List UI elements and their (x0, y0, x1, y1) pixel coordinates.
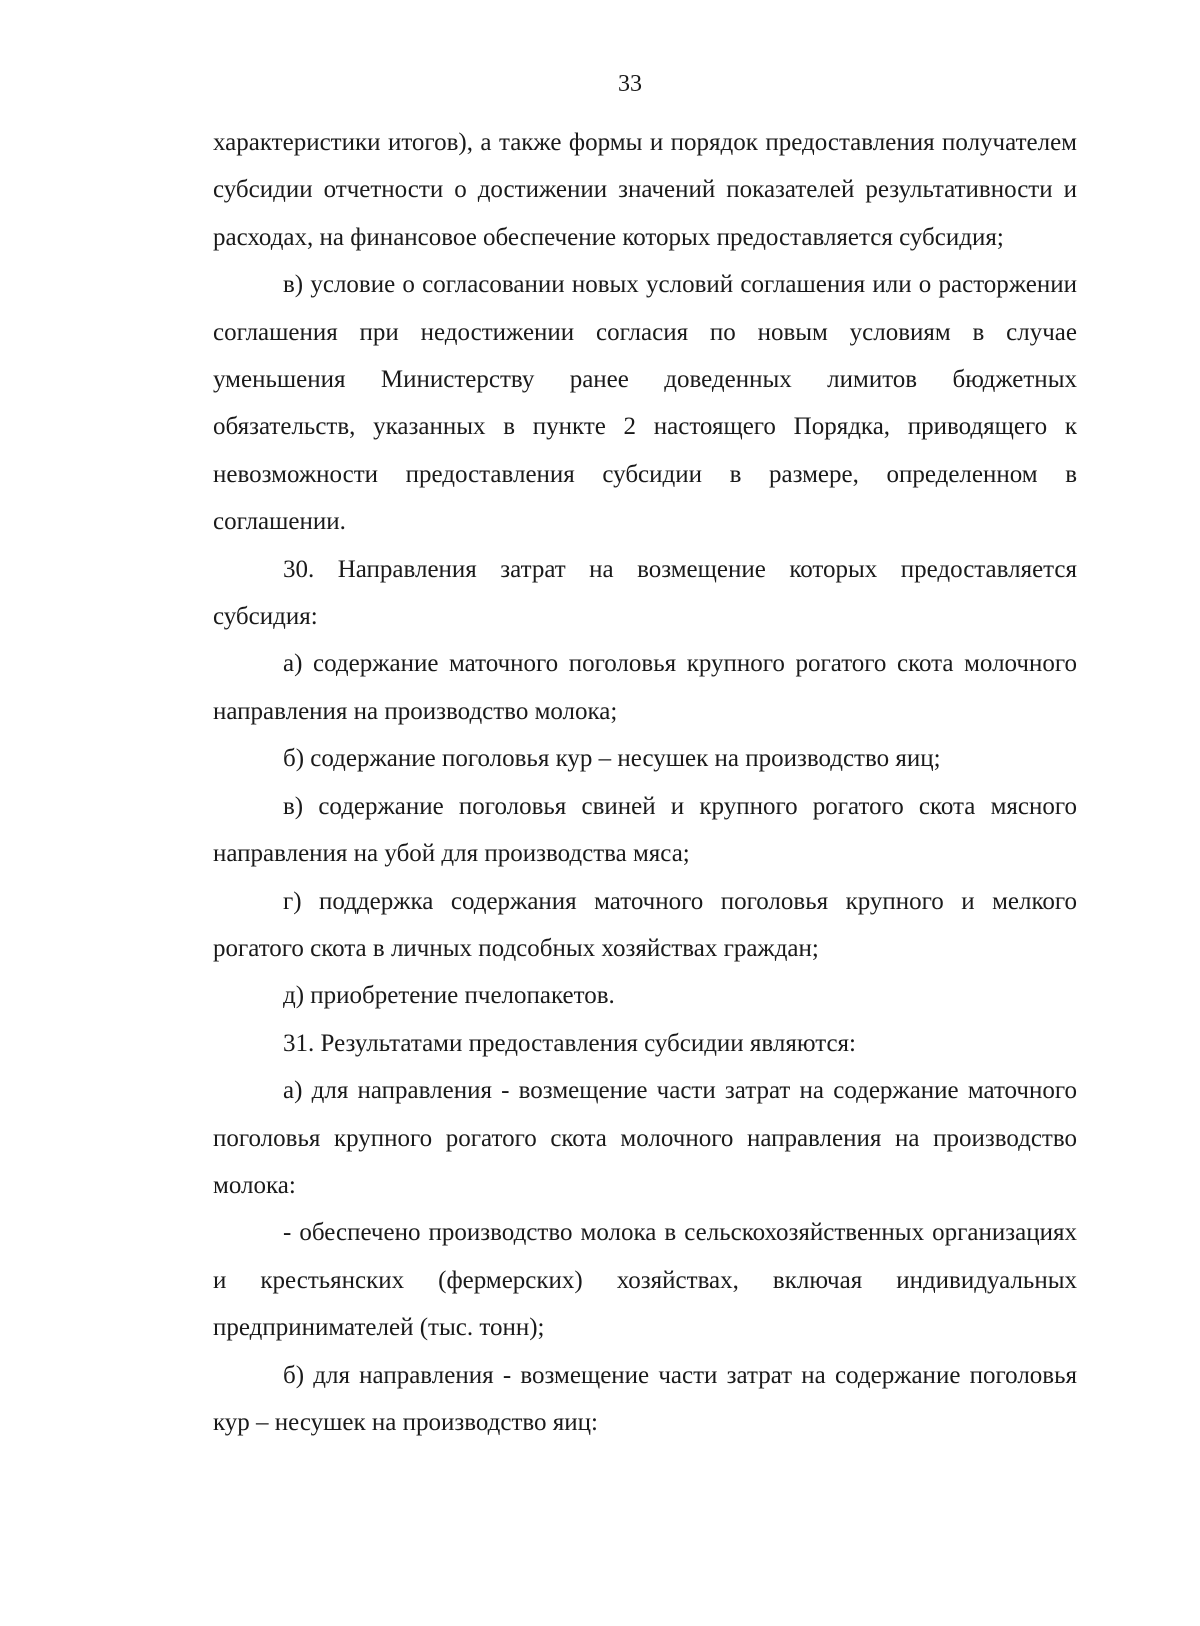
page-number: 33 (618, 71, 642, 97)
list-item-30a-dairy-cattle: а) содержание маточного поголовья крупного рогатого скота молочного направления на производство молока; (213, 650, 1077, 725)
list-item-31a-milk-direction: а) для направления - возмещение части затрат на содержание маточного поголовья крупного рогатого скота молочного направления на производство молока: (213, 1077, 1077, 1199)
list-item-30d-household-livestock: г) поддержка содержания маточного поголовья крупного и мелкого рогатого скота в личных подсобных хозяйствах граждан; (213, 887, 1077, 962)
paragraph-agreement-condition: в) условие о согласовании новых условий соглашения или о расторжении соглашения при недостижении согласия по новым условиям в случае уменьшения Министерству ранее доведенных лимитов бюджетных обязательств, указанных в пункте 2 настоящего Порядка, приводящего к невозможности предоставления субсидии в размере, определенном в соглашении. (213, 271, 1077, 536)
paragraph-30-cost-directions: 30. Направления затрат на возмещение которых предоставляется субсидия: (213, 555, 1077, 631)
paragraph-31-results: 31. Результатами предоставления субсидии являются: (283, 1029, 856, 1057)
list-item-31b-eggs-direction: б) для направления - возмещение части затрат на содержание поголовья кур – несушек на производство яиц: (213, 1361, 1077, 1436)
list-item-31a-milk-indicator: - обеспечено производство молока в сельскохозяйственных организациях и крестьянских (фермерских) хозяйствах, включая индивидуальных предпринимателей (тыс. тонн); (213, 1219, 1077, 1342)
list-item-30e-bee-packages: д) приобретение пчелопакетов. (283, 982, 615, 1010)
document-body (213, 119, 1077, 1446)
paragraph-results-reporting: характеристики итогов), а также формы и порядок предоставления получателем субсидии отчетности о достижении значений показателей результативности и расходах, на финансовое обеспечение которых предоставляется субсидия; (213, 129, 1077, 251)
list-item-30c-pigs-beef-cattle: в) содержание поголовья свиней и крупного рогатого скота мясного направления на убой для производства мяса; (213, 792, 1077, 868)
list-item-30b-laying-hens: б) содержание поголовья кур – несушек на производство яиц; (283, 745, 941, 773)
